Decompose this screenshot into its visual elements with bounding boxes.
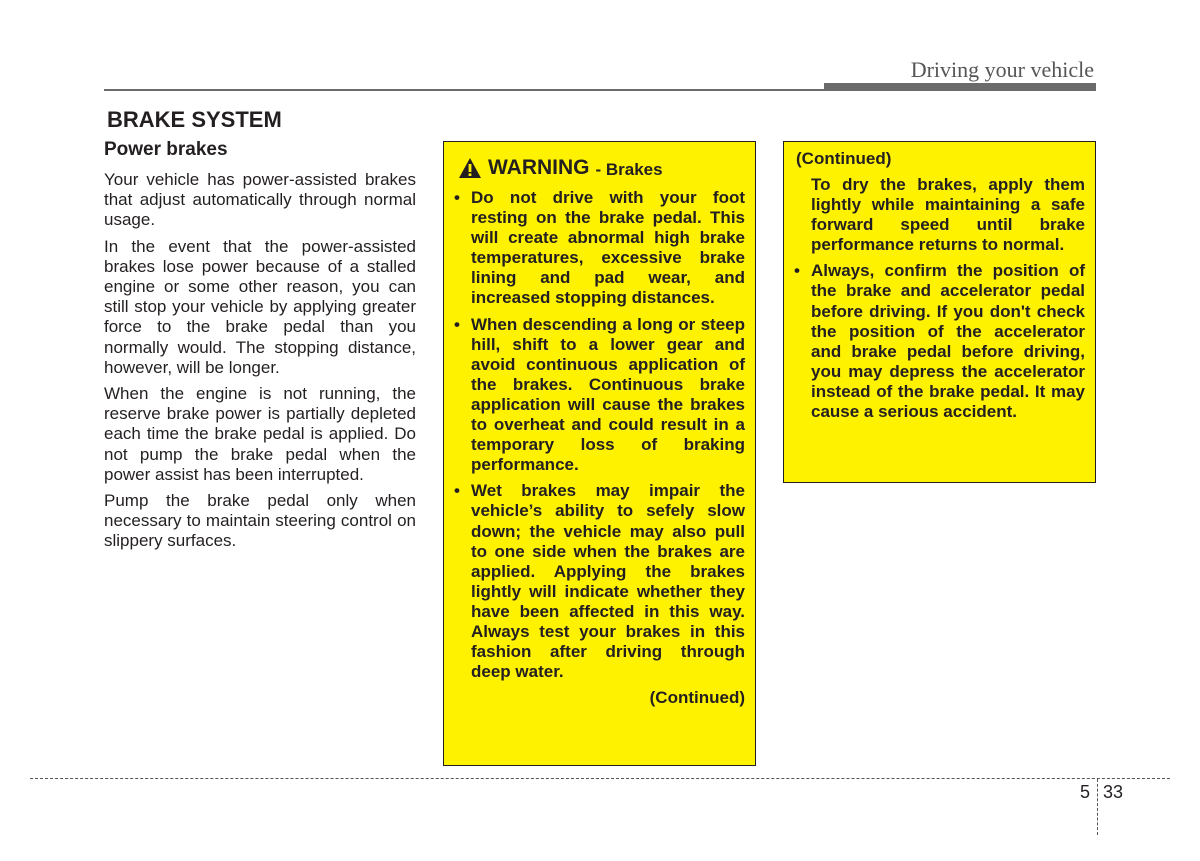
warning-bullet: • When descending a long or steep hill, shift to a lower gear and avoid continuous application of the brakes. Continuous brake application will cause the brakes to overheat and could result in a temporary loss of braking performance.: [454, 315, 745, 476]
warning-label: WARNING: [488, 156, 590, 179]
warning-heading: [458, 154, 745, 182]
continued-paragraph: To dry the brakes, apply them lightly while maintaining a safe forward speed until brake performance returns to normal.: [811, 175, 1085, 255]
running-header-title: Driving your vehicle: [910, 57, 1094, 82]
warning-triangle-icon: [458, 157, 482, 179]
header-rule-accent: [824, 83, 1096, 91]
warning-bullet: • Wet brakes may impair the vehicle’s ability to sefely slow down; the vehicle may also pull to one side when the brakes are applied. Applying the brakes lightly will indicate whether they have been affected in this way. Always test your brakes in this fashion after driving through deep water.: [454, 481, 745, 682]
continued-label: (Continued): [649, 688, 745, 708]
body-paragraph: Your vehicle has power-assisted brakes that adjust automatically through normal usage.: [104, 170, 416, 230]
body-paragraph: When the engine is not running, the reserve brake power is partially depleted each time the brake pedal is applied. Do not pump the brake pedal when the power assist has been interrupted.: [104, 384, 416, 484]
warning-subject: - Brakes: [595, 159, 663, 179]
warning-box-continued: [783, 141, 1096, 483]
warning-bullet: • Always, confirm the position of the brake and accelerator pedal before driving. If you don't check the position of the accelerator and brake pedal before driving, you may depress the accelerator instead of the brake pedal. It may cause a serious accident.: [794, 261, 1085, 422]
page-number: 33: [1103, 782, 1124, 802]
chapter-number: 5: [1080, 782, 1091, 802]
header-rule: [104, 89, 824, 91]
continued-heading: (Continued): [796, 149, 892, 168]
warning-bullet: • Do not drive with your foot resting on the brake pedal. This will create abnormal high brake temperatures, excessive brake lining and pad wear, and increased stopping distances.: [454, 188, 745, 309]
section-title: BRAKE SYSTEM: [107, 107, 282, 132]
body-paragraph: Pump the brake pedal only when necessary to maintain steering control on slippery surfaces.: [104, 491, 416, 551]
subsection-heading: Power brakes: [104, 139, 228, 160]
warning-box: [443, 141, 756, 766]
warning-list-continued: [794, 261, 1085, 422]
footer-divider: [30, 778, 1170, 779]
body-paragraph: In the event that the power-assisted brakes lose power because of a stalled engine or some other reason, you can still stop your vehicle by applying greater force to the brake pedal than you normally would. The stopping distance, however, will be longer.: [104, 236, 416, 377]
warning-list: [454, 188, 745, 682]
left-column: [104, 138, 416, 558]
footer-vertical-divider: [1097, 779, 1098, 835]
